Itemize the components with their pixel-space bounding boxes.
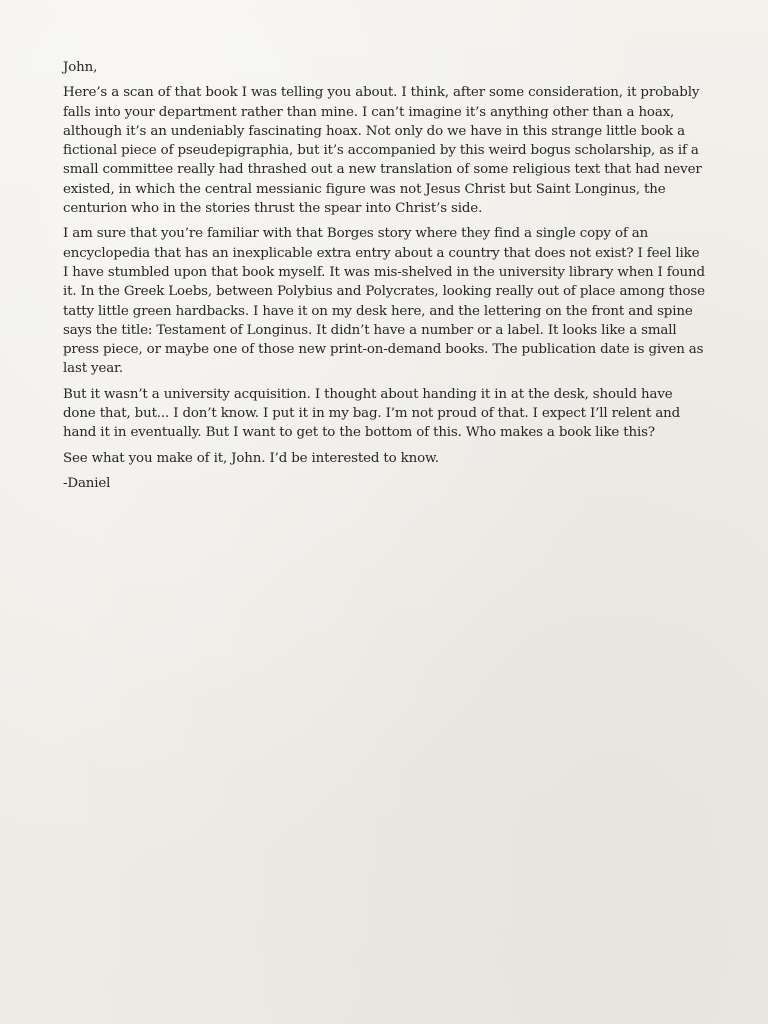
letter-signature: -Daniel (63, 475, 111, 491)
letter-paragraph-3: But it wasn’t a university acquisition. I thought about handing it in at the desk, should have done that, but... I don’t know. I put it in my bag. I’m not proud of that. I expect I’ll relent and hand it in eventually. But I want to get to the bottom of this. Who makes a book like this? (63, 386, 681, 441)
letter-paragraph-4: See what you make of it, John. I’d be interested to know. (63, 450, 439, 466)
letter-paragraph-2: I am sure that you’re familiar with that Borges story where they find a single copy of an encyclopedia that has an inexplicable extra entry about a country that does not exist? I feel like I have stumbled upon that book myself. It was mis-shelved in the university library when I found it. In the Greek Loebs, between Polybius and Polycrates, looking really out of place among those tatty little green hardbacks. I have it on my desk here, and the lettering on the front and spine says the title: Testament of Longinus. It didn’t have a number or a label. It looks like a small press piece, or maybe one of those new print-on-demand books. The publication date is given as last year. (63, 226, 705, 377)
letter-greeting: John, (63, 60, 98, 75)
letter-body (63, 58, 708, 499)
letter-paragraph-1: Here’s a scan of that book I was telling you about. I think, after some consideration, it probably falls into your department rather than mine. I can’t imagine it’s anything other than a hoax, although it’s an undeniably fascinating hoax. Not only do we have in this strange little book a fictional piece of pseudepigraphia, but it’s accompanied by this weird bogus scholarship, as if a small committee really had thrashed out a new translation of some religious text that had never existed, in which the central messianic figure was not Jesus Christ but Saint Longinus, the centurion who in the stories thrust the spear into Christ’s side. (63, 85, 702, 217)
